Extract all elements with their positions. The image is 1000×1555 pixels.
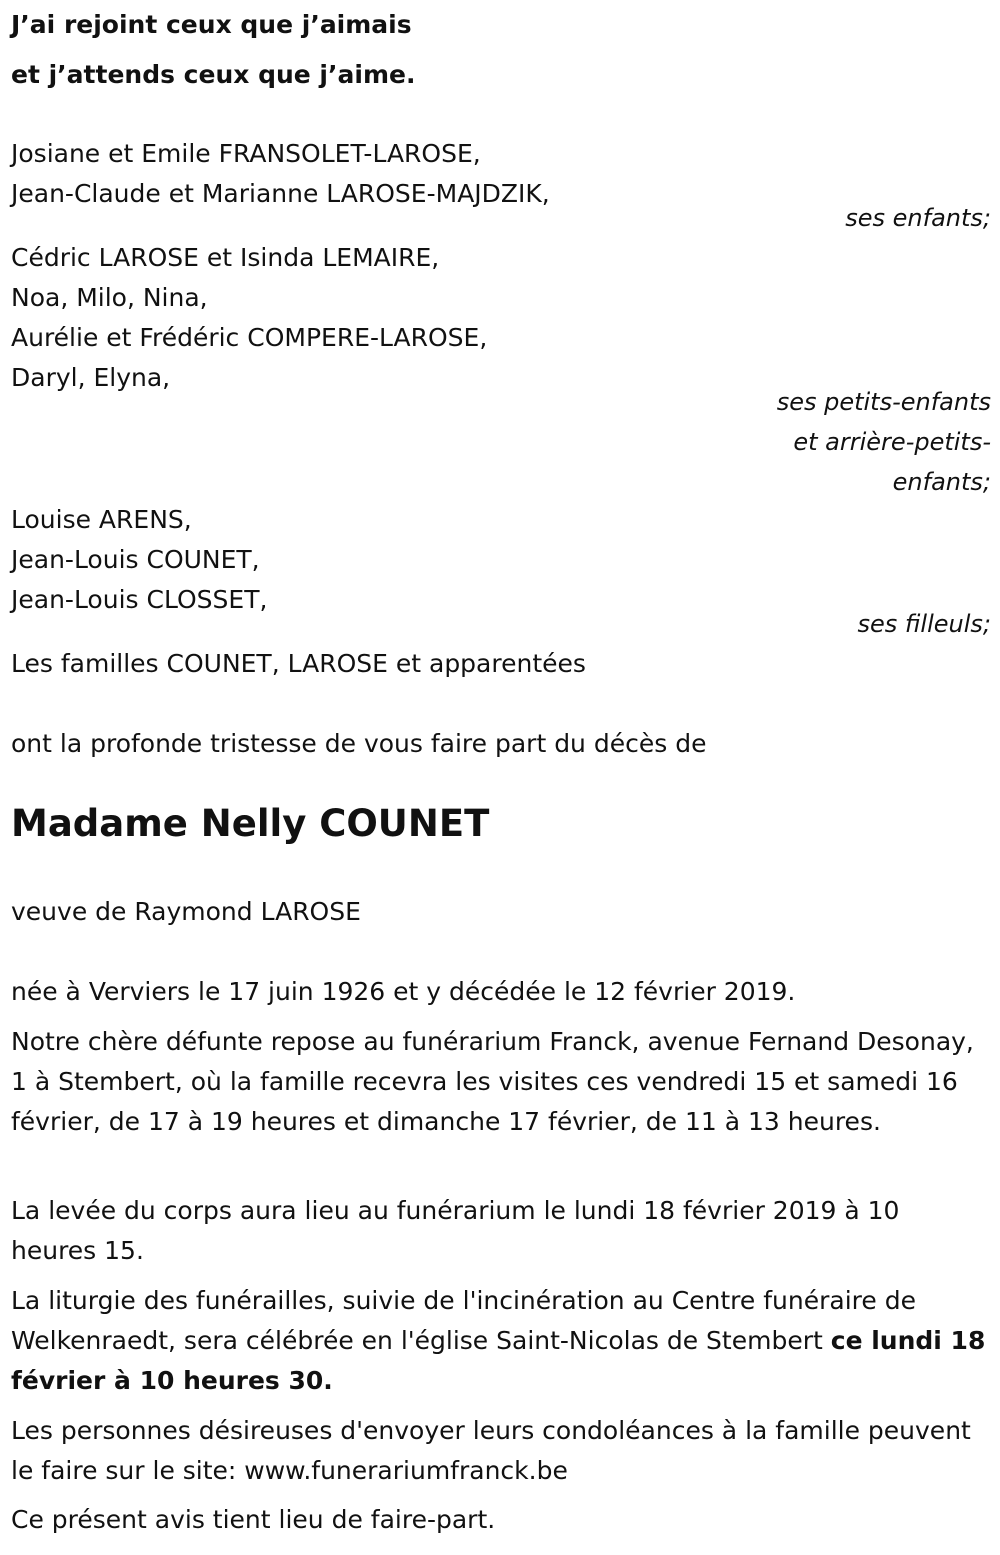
grandchildren-role-line-2: et arrière-petits-	[793, 428, 991, 456]
children-name-1: Josiane et Emile FRANSOLET-LAROSE,	[11, 139, 481, 168]
announcement-text: ont la profonde tristesse de vous faire part du décès de	[11, 729, 707, 758]
widow-of-text: veuve de Raymond LAROSE	[11, 897, 361, 926]
grandchildren-name-3: Aurélie et Frédéric COMPERE-LAROSE,	[11, 323, 488, 352]
liturgy-text: La liturgie des funérailles, suivie de l'incinération au Centre funéraire de Welkenraedt, sera célébrée en l'église Saint-Nicolas de Stembert	[11, 1286, 916, 1355]
grandchildren-name-1: Cédric LAROSE et Isinda LEMAIRE,	[11, 243, 440, 272]
grandchildren-name-2: Noa, Milo, Nina,	[11, 283, 208, 312]
closing-paragraph: Ce présent avis tient lieu de faire-part.	[11, 1505, 496, 1534]
epigraph-line-1: J’ai rejoint ceux que j’aimais	[11, 10, 412, 39]
godchildren-name-2: Jean-Louis COUNET,	[11, 545, 260, 574]
condolences-paragraph: Les personnes désireuses d'envoyer leurs condoléances à la famille peuvent le faire sur le site: www.funerariumfranck.be	[11, 1416, 971, 1485]
liturgy-paragraph	[11, 1281, 991, 1401]
visits-paragraph: Notre chère défunte repose au funérarium Franck, avenue Fernand Desonay, 1 à Stembert, où la famille recevra les visites ces vendredi 15 et samedi 16 février, de 17 à 19 heures et dimanche 17 février, de 11 à 13 heures.	[11, 1027, 974, 1136]
grandchildren-name-4: Daryl, Elyna,	[11, 363, 171, 392]
epigraph-line-2: et j’attends ceux que j’aime.	[11, 60, 416, 89]
godchildren-name-3: Jean-Louis CLOSSET,	[11, 585, 268, 614]
grandchildren-role-line-1: ses petits-enfants	[776, 388, 991, 416]
godchildren-role: ses filleuls;	[857, 610, 991, 638]
liturgy-date-highlight: ce lundi 18 février à 10 heures 30.	[11, 1326, 986, 1395]
families-line: Les familles COUNET, LAROSE et apparentées	[11, 649, 586, 678]
deceased-name: Madame Nelly COUNET	[11, 802, 490, 845]
birth-death-text: née à Verviers le 17 juin 1926 et y décédée le 12 février 2019.	[11, 977, 796, 1006]
godchildren-name-1: Louise ARENS,	[11, 505, 192, 534]
grandchildren-role-line-3: enfants;	[892, 468, 991, 496]
levee-paragraph: La levée du corps aura lieu au funérarium le lundi 18 février 2019 à 10 heures 15.	[11, 1196, 900, 1265]
children-name-2: Jean-Claude et Marianne LAROSE-MAJDZIK,	[11, 179, 550, 208]
children-role: ses enfants;	[845, 204, 991, 232]
